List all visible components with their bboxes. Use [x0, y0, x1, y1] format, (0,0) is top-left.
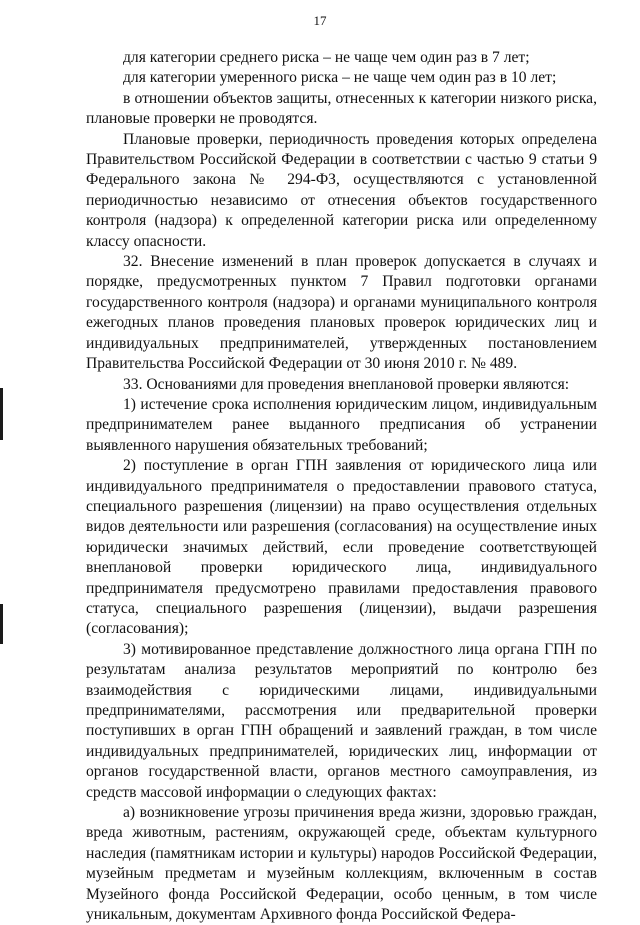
paragraph: 1) истечение срока исполнения юридическим лицом, индивидуальным предпринимателем ранее выданного предписания об устранении выявленного нарушения обязательных требований; [86, 395, 597, 454]
document-body [86, 48, 597, 925]
paragraph: 3) мотивированное представление должностного лица органа ГПН по результатам анализа результатов мероприятий по контролю без взаимодействия с юридическими лицами, индивидуальными предпринимателями, рассмотрения или предварительной проверки поступивших в орган ГПН обращений и заявлений граждан, в том числе индивидуальных предпринимателей, юридических лиц, информации от органов государственной власти, органов местного самоуправления, из средств массовой информации о следующих фактах: [86, 640, 597, 801]
paragraph: 2) поступление в орган ГПН заявления от юридического лица или индивидуального предпринимателя о предоставлении правового статуса, специального разрешения (лицензии) на право осуществления отдельных видов деятельности или разрешения (согласования) на осуществление иных юридически значимых действий, если проведение соответствующей внеплановой проверки юридического лица, индивидуального предпринимателя предусмотрено правилами предоставления правового статуса, специального разрешения (лицензии), выдачи разрешения (согласования); [86, 457, 597, 638]
paragraph: для категории среднего риска – не чаще чем один раз в 7 лет; [123, 49, 530, 66]
scan-edge-mark [0, 604, 3, 644]
page-number: 17 [313, 13, 327, 28]
paragraph: 32. Внесение изменений в план проверок допускается в случаях и порядке, предусмотренных пунктом 7 Правил подготовки органами государственного контроля (надзора) и органами муниципального контроля ежегодных планов проведения плановых проверок юридических лиц и индивидуальных предпринимателей, утвержденных постановлением Правительства Российской Федерации от 30 июня 2010 г. № 489. [86, 253, 597, 373]
paragraph: а) возникновение угрозы причинения вреда жизни, здоровью граждан, вреда животным, растениям, окружающей среде, объектам культурного наследия (памятникам истории и культуры) народов Российской Федерации, музейным предметам и музейным коллекциям, включенным в состав Музейного фонда Российской Федерации, особо ценным, в том числе уникальным, документам Архивного фонда Российской Федера- [86, 804, 597, 924]
paragraph: Плановые проверки, периодичность проведения которых определена Правительством Российской Федерации в соответствии с частью 9 статьи 9 Федерального закона № 294-ФЗ, осуществляются с установленной периодичностью независимо от отнесения объектов государственного контроля (надзора) к определенной категории риска или определенному классу опасности. [86, 130, 597, 250]
scan-edge-mark [0, 388, 3, 440]
paragraph: 33. Основаниями для проведения внеплановой проверки являются: [123, 375, 570, 393]
paragraph: в отношении объектов защиты, отнесенных к категории низкого риска, плановые проверки не проводятся. [86, 89, 597, 128]
paragraph: для категории умеренного риска – не чаще чем один раз в 10 лет; [123, 69, 557, 87]
